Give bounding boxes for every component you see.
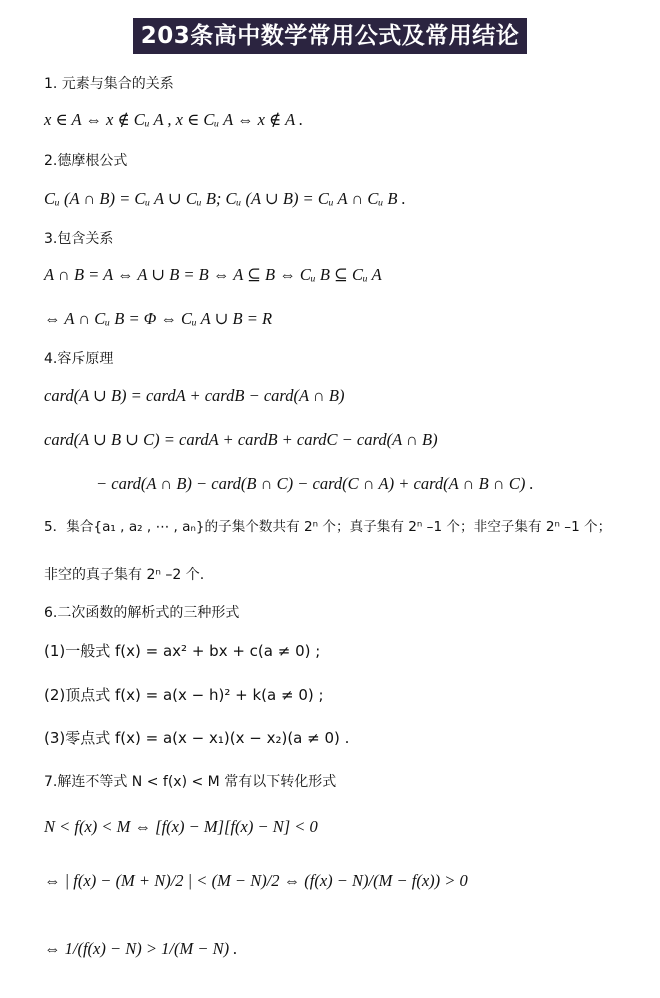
document-title: [0, 18, 660, 54]
formula-line: card(A ∪ B) = cardA + cardB − card(A ∩ B): [44, 386, 345, 405]
section-heading-3: 3.包含关系: [44, 231, 114, 247]
formula-line: A ∩ B = A ⇔ A ∪ B = B ⇔ A ⊆ B ⇔ Cᵤ B ⊆ Cᵤ A: [44, 265, 382, 284]
formula-line: ⇔ A ∩ Cᵤ B = Φ ⇔ Cᵤ A ∪ B = R: [44, 309, 273, 328]
section-heading-4: 4.容斥原理: [44, 351, 114, 367]
section-heading-1: 1. 元素与集合的关系: [44, 76, 174, 92]
formula-line: x ∈ A ⇔ x ∉ Cᵤ A , x ∈ Cᵤ A ⇔ x ∉ A .: [44, 110, 304, 129]
formula-line: (2)顶点式 f(x) = a(x − h)² + k(a ≠ 0) ;: [44, 686, 324, 704]
section-heading-7: 7.解连不等式 N < f(x) < M 常有以下转化形式: [44, 774, 337, 790]
formula-line: N < f(x) < M ⇔ [f(x) − M][f(x) − N] < 0: [44, 817, 318, 836]
section-heading-5: 5．集合{a₁ , a₂ , ⋯ , aₙ}的子集个数共有 2ⁿ 个；真子集有 2ⁿ –1 个；非空子集有 2ⁿ –1 个；: [44, 519, 612, 535]
formula-line: card(A ∪ B ∪ C) = cardA + cardB + cardC − card(A ∩ B): [44, 430, 438, 449]
section-heading-2: 2.德摩根公式: [44, 153, 128, 169]
formula-line: ⇔ 1/(f(x) − N) > 1/(M − N) .: [44, 939, 238, 958]
title-text: 203条高中数学常用公式及常用结论: [133, 18, 528, 54]
formula-line: − card(A ∩ B) − card(B ∩ C) − card(C ∩ A) + card(A ∩ B ∩ C) .: [96, 474, 534, 493]
section-heading-6: 6.二次函数的解析式的三种形式: [44, 605, 240, 621]
text-line: 非空的真子集有 2ⁿ –2 个.: [44, 567, 205, 583]
formula-line: (1)一般式 f(x) = ax² + bx + c(a ≠ 0) ;: [44, 642, 321, 660]
formula-line: Cᵤ (A ∩ B) = Cᵤ A ∪ Cᵤ B; Cᵤ (A ∪ B) = Cᵤ A ∩ Cᵤ B .: [44, 189, 406, 208]
formula-line: (3)零点式 f(x) = a(x − x₁)(x − x₂)(a ≠ 0) .: [44, 729, 350, 747]
formula-line: ⇔ | f(x) − (M + N)/2 | < (M − N)/2 ⇔ (f(x) − N)/(M − f(x)) > 0: [44, 871, 468, 890]
